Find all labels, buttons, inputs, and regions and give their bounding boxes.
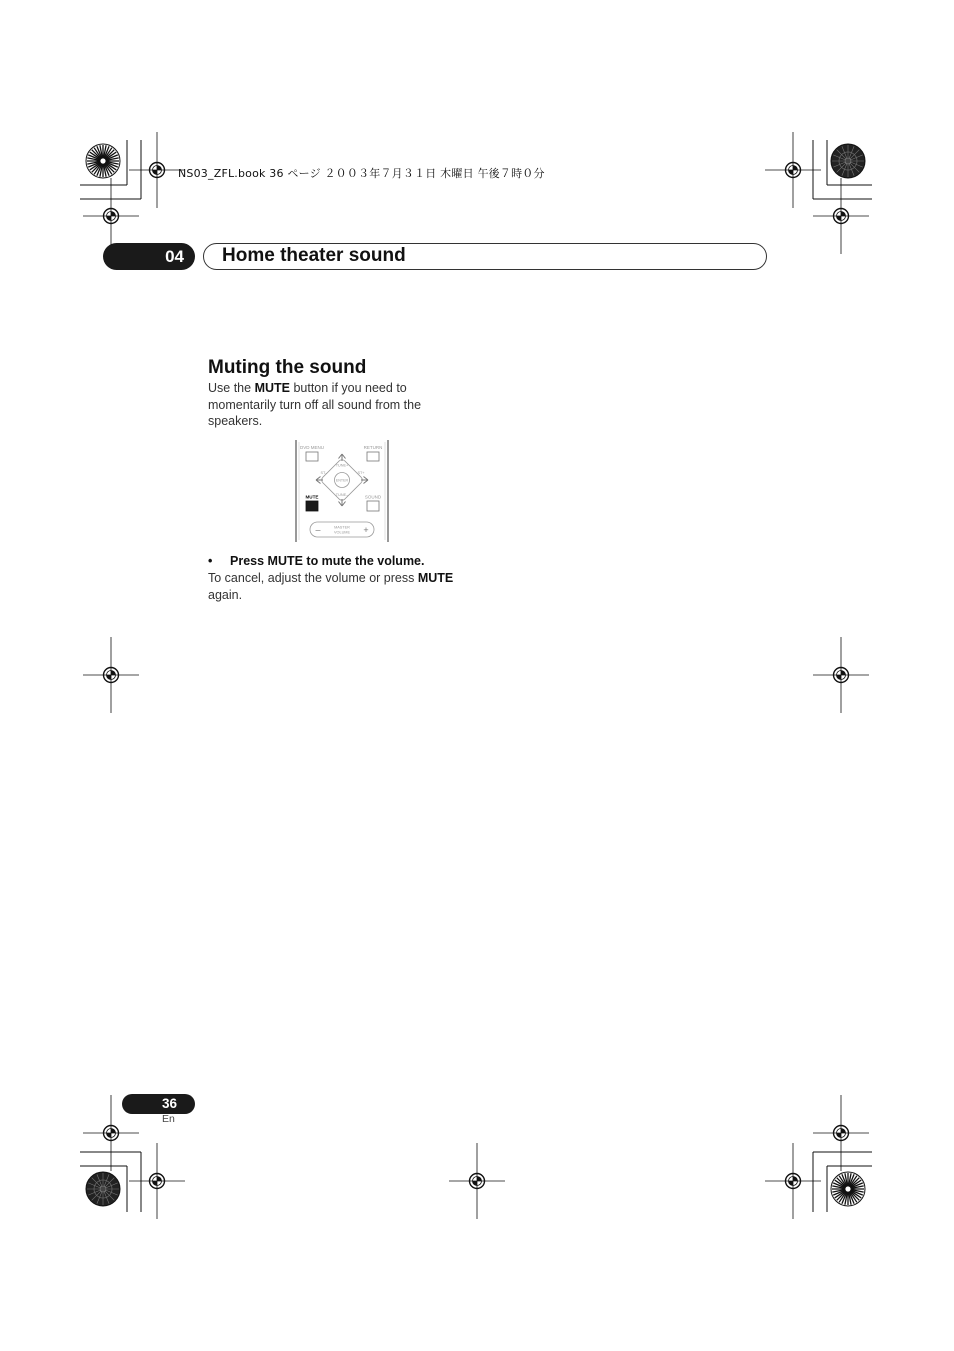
volume-plus-label: + <box>363 525 369 535</box>
instruction-step <box>208 554 424 568</box>
note-text-before: To cancel, adjust the volume or press <box>208 571 418 585</box>
intro-keyword: MUTE <box>254 381 290 395</box>
page-language: En <box>162 1113 175 1125</box>
remote-control-illustration <box>290 438 394 544</box>
tune-down-label: TUNE– <box>335 493 349 497</box>
arrow-up-icon <box>339 454 346 461</box>
return-button[interactable] <box>367 452 379 461</box>
arrow-right-icon <box>361 477 368 484</box>
note-keyword: MUTE <box>417 571 454 585</box>
page-number-badge: 36 <box>122 1094 195 1114</box>
chapter-title: Home theater sound <box>222 245 406 266</box>
cancel-note <box>208 570 478 603</box>
st-right-label: ST+ <box>357 471 365 475</box>
print-info-header: NS03_ZFL.book 36 ページ ２００３年７月３１日 木曜日 午後７時０分 <box>178 167 545 180</box>
arrow-down-icon <box>339 499 346 506</box>
intro-text-before: Use the <box>208 381 255 395</box>
sound-button[interactable] <box>367 501 379 511</box>
bullet: • <box>208 554 213 568</box>
volume-label: VOLUME <box>333 530 351 535</box>
master-label: MASTER <box>334 525 350 530</box>
intro-paragraph <box>208 380 478 430</box>
intro-text-after: button if you need to momentarily turn off all sound from the speakers. <box>208 381 422 428</box>
mute-button[interactable] <box>306 501 318 511</box>
arrow-left-icon <box>316 477 323 484</box>
tune-up-label: TUNE+ <box>335 463 349 468</box>
return-label: RETURN <box>363 445 383 450</box>
sound-label: SOUND <box>364 494 382 500</box>
dvd-menu-label: DVD MENU <box>299 445 325 450</box>
volume-minus-label: – <box>315 524 321 535</box>
section-heading: Muting the sound <box>208 357 367 378</box>
mute-label: MUTE <box>305 494 319 500</box>
chapter-number-badge: 04 <box>103 243 195 270</box>
note-text-after: again. <box>208 587 243 602</box>
instruction-step-text: Press MUTE to mute the volume. <box>230 554 425 568</box>
enter-label: ENTER <box>335 478 349 483</box>
dvd-menu-button[interactable] <box>306 452 318 461</box>
st-left-label: ST– <box>320 471 328 475</box>
